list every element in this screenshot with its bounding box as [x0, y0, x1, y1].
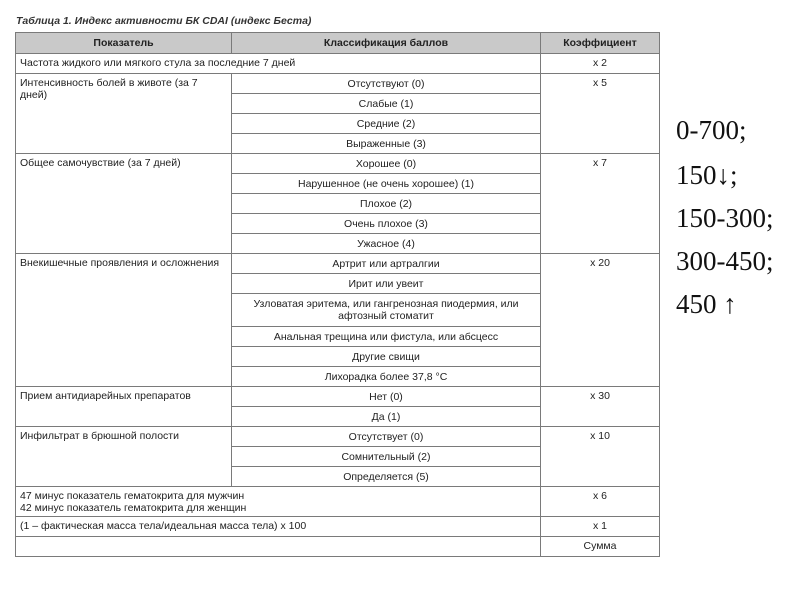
extra-option: Анальная трещина или фистула, или абсцесс — [232, 327, 541, 347]
infiltrate-label: Инфильтрат в брюшной полости — [16, 427, 232, 487]
pain-label: Интенсивность болей в животе (за 7 дней) — [16, 74, 232, 154]
wellbeing-option: Очень плохое (3) — [232, 214, 541, 234]
wellbeing-option: Нарушенное (не очень хорошее) (1) — [232, 174, 541, 194]
hematocrit-label — [16, 487, 541, 517]
table-row — [16, 427, 660, 447]
table-row — [16, 254, 660, 274]
infiltrate-option: Определяется (5) — [232, 467, 541, 487]
antidiarrheal-coef: x 30 — [541, 387, 660, 427]
extra-coef: x 20 — [541, 254, 660, 387]
pain-option: Отсутствуют (0) — [232, 74, 541, 94]
wellbeing-option: Плохое (2) — [232, 194, 541, 214]
stool-label: Частота жидкого или мягкого стула за последние 7 дней — [16, 54, 541, 74]
header-coefficient: Коэффициент — [541, 33, 660, 54]
header-classification: Классификация баллов — [232, 33, 541, 54]
table-row — [16, 54, 660, 74]
table-row — [16, 387, 660, 407]
antidiarrheal-option: Нет (0) — [232, 387, 541, 407]
wellbeing-option: Ужасное (4) — [232, 234, 541, 254]
hematocrit-coef: x 6 — [541, 487, 660, 517]
table-row — [16, 154, 660, 174]
scale-mild: 150-300; — [676, 203, 774, 233]
weight-label: (1 – фактическая масса тела/идеальная масса тела) x 100 — [16, 517, 541, 537]
pain-option: Слабые (1) — [232, 94, 541, 114]
antidiarrheal-label: Прием антидиарейных препаратов — [16, 387, 232, 427]
extra-label: Внекишечные проявления и осложнения — [16, 254, 232, 387]
header-indicator: Показатель — [16, 33, 232, 54]
scale-range-total: 0-700; — [676, 115, 747, 145]
table-row — [16, 74, 660, 94]
table-caption: Таблица 1. Индекс активности БК CDAI (индекс Беста) — [16, 15, 312, 27]
sum-label: Сумма — [541, 537, 660, 557]
scale-remission: 150↓; — [676, 160, 738, 190]
extra-option: Ирит или увеит — [232, 274, 541, 294]
hematocrit-female: 42 минус показатель гематокрита для женщин — [20, 502, 247, 514]
table-row — [16, 537, 660, 557]
pain-option: Выраженные (3) — [232, 134, 541, 154]
weight-coef: x 1 — [541, 517, 660, 537]
wellbeing-label: Общее самочувствие (за 7 дней) — [16, 154, 232, 254]
extra-option: Артрит или артралгии — [232, 254, 541, 274]
antidiarrheal-option: Да (1) — [232, 407, 541, 427]
extra-option: Узловатая эритема, или гангренозная пиодермия, или афтозный стоматит — [232, 294, 541, 327]
header-row — [16, 33, 660, 54]
scale-severe: 450 ↑ — [676, 289, 737, 319]
wellbeing-coef: x 7 — [541, 154, 660, 254]
extra-option: Другие свищи — [232, 347, 541, 367]
infiltrate-option: Отсутствует (0) — [232, 427, 541, 447]
table-row — [16, 517, 660, 537]
stool-coef: x 2 — [541, 54, 660, 74]
infiltrate-option: Сомнительный (2) — [232, 447, 541, 467]
pain-coef: x 5 — [541, 74, 660, 154]
pain-option: Средние (2) — [232, 114, 541, 134]
extra-option: Лихорадка более 37,8 °C — [232, 367, 541, 387]
sum-empty — [16, 537, 541, 557]
hematocrit-male: 47 минус показатель гематокрита для мужчин — [20, 490, 245, 502]
scale-moderate: 300-450; — [676, 246, 774, 276]
infiltrate-coef: x 10 — [541, 427, 660, 487]
wellbeing-option: Хорошее (0) — [232, 154, 541, 174]
table-row — [16, 487, 660, 517]
cdai-table — [15, 32, 660, 557]
